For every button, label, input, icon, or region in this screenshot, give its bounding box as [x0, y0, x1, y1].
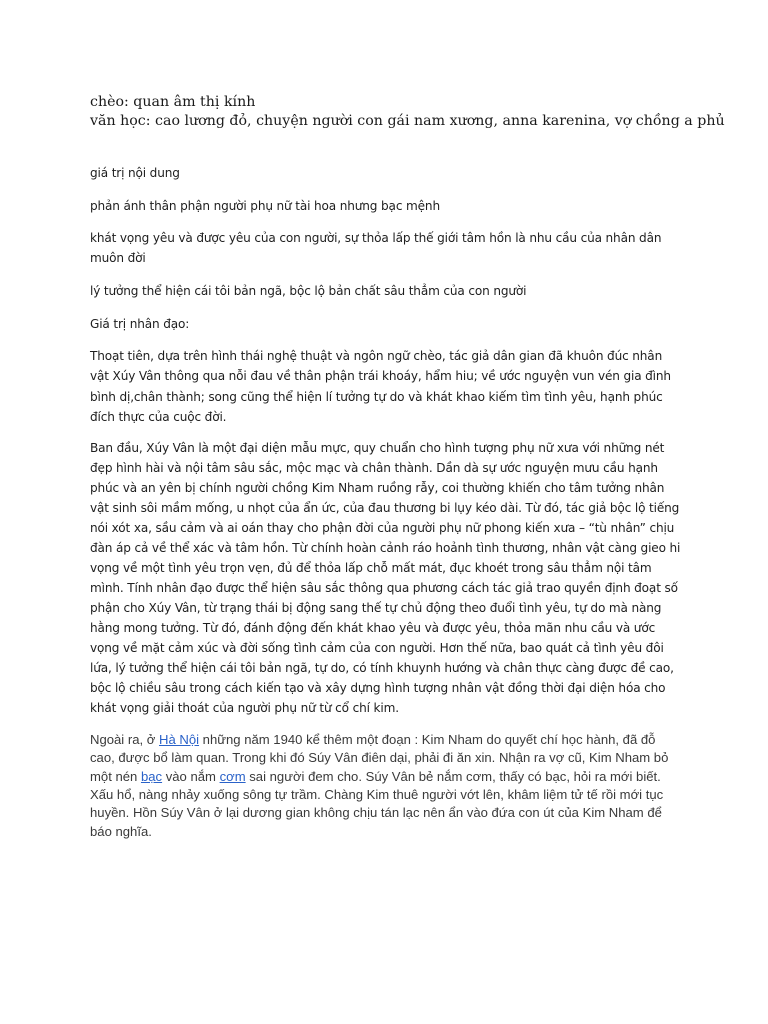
- paragraph-thoat-tien: Thoạt tiên, dựa trên hình thái nghệ thuật và ngôn ngữ chèo, tác giả dân gian đã khuôn đúc nhân vật Xúy Vân thông qua nỗi đau về thân phận trái khoáy, hẩm hiu; về ước nguyện vun vén gia đình bình dị,chân thành; song cũng thể hiện lí tưởng tự do và khát khao kiếm tìm tình yêu, hạnh phúc đích thực của cuộc đời.: [90, 349, 671, 424]
- text-segment: vào nắm: [162, 768, 220, 784]
- genre-line-cheo: chèo: quan âm thị kính: [90, 94, 256, 110]
- text-segment: sai người đem cho. Súy Vân bẻ nắm cơm, thấy có bạc, hỏi ra mới biết. Xấu hổ, nàng nhảy xuống sông tự trầm. Chàng Kim thuê người vớt lên, khâm liệm tử tế rồi mới tục huyền. Hồn Súy Vân ở lại dương gian không chịu tán lạc nên ẩn vào đứa con út của Kim Nham để báo nghĩa.: [90, 768, 664, 839]
- heading-nhan-dao: Giá trị nhân đạo:: [90, 316, 190, 331]
- link-com[interactable]: cơm: [219, 768, 246, 784]
- link-ha-noi[interactable]: Hà Nội: [159, 732, 200, 748]
- text-segment: những năm 1940 kể thêm một đoạn : Kim Nham do quyết chí học hành, đã đỗ cao, được bổ làm quan. Trong khi đó Súy Vân điên dại, phải đi ăn xin. Nhận ra vợ cũ, Kim Nham bỏ một nén: [90, 732, 669, 784]
- link-bac[interactable]: bạc: [140, 768, 163, 784]
- genre-line-van-hoc: văn học: cao lương đỏ, chuyện người con gái nam xương, anna karenina, vợ chồng a phủ: [90, 113, 725, 129]
- paragraph-ngoai-ra: [90, 731, 682, 841]
- text-segment: Ngoài ra, ở: [90, 732, 159, 748]
- document-body: [90, 163, 682, 841]
- heading-noi-dung: giá trị nội dung: [90, 166, 180, 180]
- paragraph-khat-vong: khát vọng yêu và được yêu của con người, sự thỏa lấp thế giới tâm hồn là nhu cầu của nhân dân muôn đời: [90, 231, 662, 266]
- document-page: [90, 93, 725, 853]
- paragraph-ban-dau: Ban đầu, Xúy Vân là một đại diện mẫu mực, quy chuẩn cho hình tượng phụ nữ xưa với những nét đẹp hình hài và nội tâm sâu sắc, mộc mạc và chân thành. Dần dà sự ước nguyện mưu cầu hạnh phúc và an yên bị chính người chồng Kim Nham ruồng rẫy, coi thường khiến cho tâm tưởng nhân vật sinh sôi mầm mống, u nhọt của ẩn ức, của đau thương bi lụy kéo dài. Từ đó, tác giả bộc lộ tiếng nói xót xa, sầu cảm và ai oán thay cho phận đời của người phụ nữ phong kiến xưa – “tù nhân” chịu đàn áp cả về thể xác và tâm hồn. Từ chính hoàn cảnh ráo hoảnh tình thương, nhân vật càng gieo hi vọng về một tình yêu trọn vẹn, đủ để thỏa lấp chỗ mất mát, đục khoét trong sâu thẳm nội tâm mình. Tính nhân đạo được thể hiện sâu sắc thông qua phương cách tác giả trao quyền định đoạt số phận cho Xúy Vân, từ trạng thái bị động sang thế tự chủ động theo đuổi tình yêu, tự do mà nàng hằng mong tưởng. Từ đó, đánh động đến khát khao yêu và được yêu, thỏa mãn nhu cầu và ước vọng về mặt cảm xúc và đời sống tình cảm của con người. Hơn thế nữa, bao quát cả tình yêu đôi lứa, lý tưởng thể hiện cái tôi bản ngã, tự do, có tính khuynh hướng và chân thực càng được đề cao, bộc lộ chiều sâu trong cách kiến tạo và xây dựng hình tượng nhân vật đồng thời đại diện hóa cho khát vọng giải thoát của người phụ nữ từ cổ chí kim.: [90, 441, 681, 715]
- paragraph-ly-tuong: lý tưởng thể hiện cái tôi bản ngã, bộc lộ bản chất sâu thẳm của con người: [90, 283, 527, 298]
- paragraph-than-phan: phản ánh thân phận người phụ nữ tài hoa nhưng bạc mệnh: [90, 198, 440, 213]
